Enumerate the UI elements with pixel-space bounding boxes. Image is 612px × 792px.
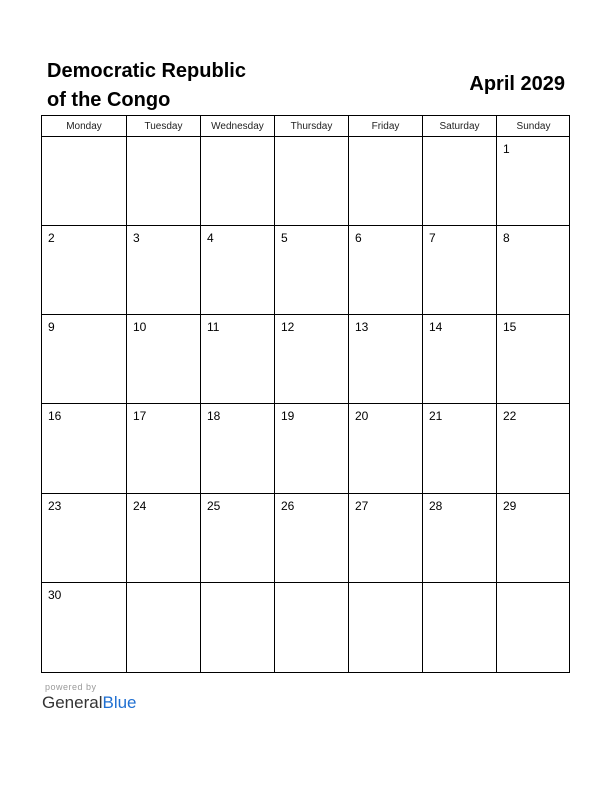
day-cell: 1: [497, 137, 570, 226]
month-title: April 2029: [469, 73, 565, 95]
day-cell: 6: [349, 226, 423, 315]
day-cell: 24: [127, 494, 201, 583]
day-cell: 5: [275, 226, 349, 315]
day-cell: 23: [42, 494, 127, 583]
day-cell: [201, 137, 275, 226]
day-cell: 26: [275, 494, 349, 583]
day-cell: [42, 137, 127, 226]
day-cell: 10: [127, 315, 201, 404]
day-cell: [275, 137, 349, 226]
day-cell: 15: [497, 315, 570, 404]
day-cell: 25: [201, 494, 275, 583]
day-cell: 18: [201, 404, 275, 493]
day-cell: 30: [42, 583, 127, 672]
weekday-friday: Friday: [349, 116, 423, 137]
day-cell: 9: [42, 315, 127, 404]
day-cell: 28: [423, 494, 497, 583]
day-cell: 13: [349, 315, 423, 404]
weekday-tuesday: Tuesday: [127, 116, 201, 137]
day-cell: 14: [423, 315, 497, 404]
day-cell: 16: [42, 404, 127, 493]
day-cell: 21: [423, 404, 497, 493]
powered-by-label: powered by: [45, 682, 97, 692]
day-cell: 19: [275, 404, 349, 493]
weekday-monday: Monday: [42, 116, 127, 137]
calendar-grid: [41, 115, 570, 673]
day-cell: [201, 583, 275, 672]
generalblue-logo[interactable]: [42, 693, 137, 713]
day-cell: 20: [349, 404, 423, 493]
brand-blue: Blue: [102, 693, 137, 712]
weekday-thursday: Thursday: [275, 116, 349, 137]
day-cell: 2: [42, 226, 127, 315]
weekday-saturday: Saturday: [423, 116, 497, 137]
day-cell: 29: [497, 494, 570, 583]
day-cell: 17: [127, 404, 201, 493]
day-cell: 22: [497, 404, 570, 493]
weekday-sunday: Sunday: [497, 116, 570, 137]
day-cell: [349, 137, 423, 226]
weekday-wednesday: Wednesday: [201, 116, 275, 137]
country-title: Democratic Republic of the Congo: [47, 60, 246, 111]
day-cell: [497, 583, 570, 672]
day-cell: 3: [127, 226, 201, 315]
day-cell: [127, 583, 201, 672]
day-cell: [423, 583, 497, 672]
day-cell: [275, 583, 349, 672]
day-cell: 27: [349, 494, 423, 583]
day-cell: [349, 583, 423, 672]
day-cell: 8: [497, 226, 570, 315]
brand-general: General: [42, 693, 103, 712]
day-cell: [423, 137, 497, 226]
day-cell: 7: [423, 226, 497, 315]
day-cell: [127, 137, 201, 226]
day-cell: 12: [275, 315, 349, 404]
day-cell: 11: [201, 315, 275, 404]
day-cell: 4: [201, 226, 275, 315]
